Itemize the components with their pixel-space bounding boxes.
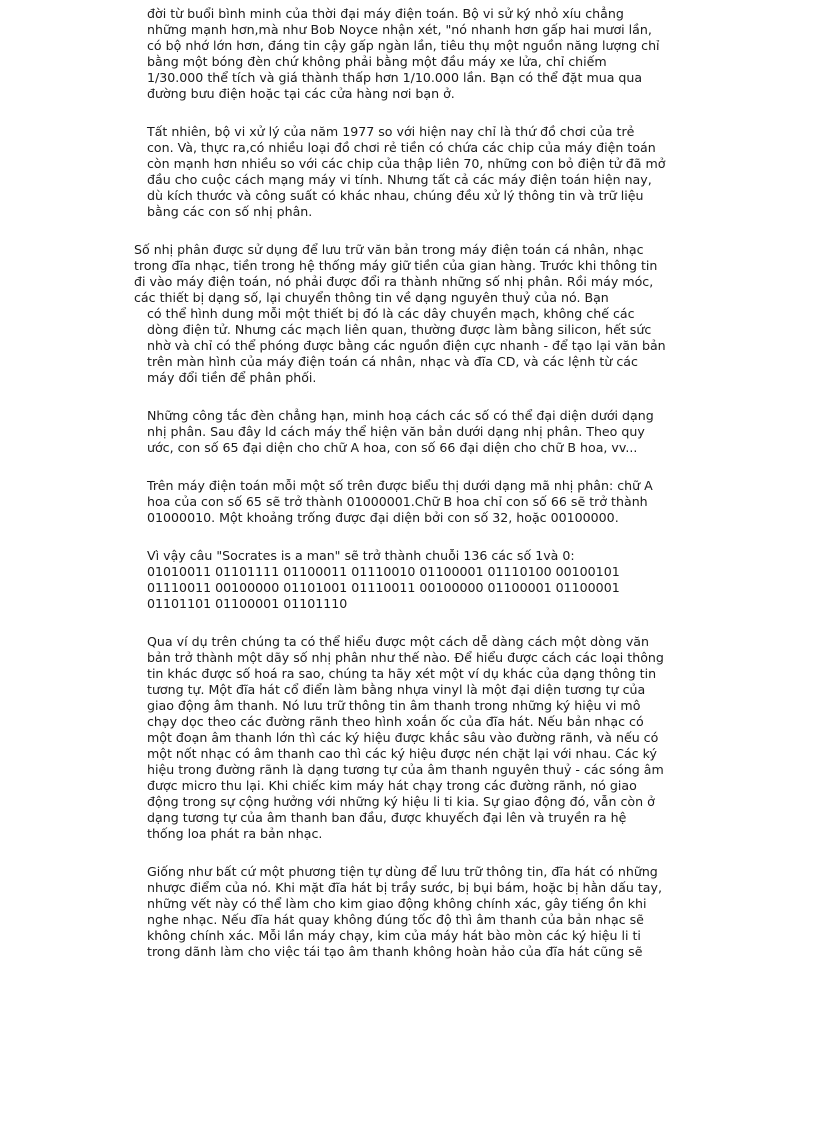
text-line: Số nhị phân được sử dụng để lưu trữ văn bản trong máy điện toán cá nhân, nhạc [134,242,644,257]
text-line: trong dãnh làm cho việc tái tạo âm thanh không hoàn hảo của đĩa hát cũng sẽ [147,944,643,959]
text-line: một đoạn âm thanh lớn thì các ký hiệu được khắc sâu vào đường rãnh, và nếu có [147,730,659,745]
text-line: chạy dọc theo các đường rãnh theo hình xoắn ốc của đĩa hát. Nếu bản nhạc có [147,714,644,729]
text-line: Qua ví dụ trên chúng ta có thể hiểu được một cách dễ dàng cách một dòng văn [147,634,649,649]
text-line: 01000010. Một khoảng trống được đại diện bởi con số 32, hoặc 00100000. [147,510,619,525]
text-line: máy đổi tiền để phân phối. [147,370,317,385]
text-line: các thiết bị dạng số, lại chuyển thông tin về dạng nguyên thuỷ của nó. Bạn [134,290,609,305]
text-line: 01101101 01100001 01101110 [147,596,348,611]
text-line: Trên máy điện toán mỗi một số trên được biểu thị dưới dạng mã nhị phân: chữ A [147,478,653,493]
text-line: bằng các con số nhị phân. [147,204,313,219]
text-line: đời từ buổi bình minh của thời đại máy điện toán. Bộ vi sử ký nhỏ xíu chẳng [147,6,624,21]
text-line: được micro thu lại. Khi chiếc kim máy hát chạy trong các đường rãnh, nó giao [147,778,637,793]
text-line: trên màn hình của máy điện toán cá nhân, nhạc và đĩa CD, và các lệnh từ các [147,354,638,369]
text-line: 01110011 00100000 01101001 01110011 00100000 01100001 01100001 [147,580,620,595]
text-line: đường bưu điện hoặc tại các cửa hàng nơi bạn ở. [147,86,455,101]
text-line: bản trở thành một dãy số nhị phân như thế nào. Để hiểu được cách các loại thông [147,650,664,665]
text-line: con. Và, thực ra,có nhiều loại đồ chơi rẻ tiền có chứa các chip của máy điện toán [147,140,656,155]
text-line: thống loa phát ra bản nhạc. [147,826,323,841]
text-line: 1/30.000 thể tích và giá thành thấp hơn 1/10.000 lần. Bạn có thể đặt mua qua [147,70,643,85]
text-line: dòng điện tử. Nhưng các mạch liên quan, thường được làm bằng silicon, hết sức [147,322,652,337]
text-line: giao động âm thanh. Nó lưu trữ thông tin âm thanh trong những ký hiệu vi mô [147,698,641,713]
text-line: bằng một bóng đèn chứ không phải bằng một đầu máy xe lửa, chỉ chiếm [147,54,607,69]
text-line: có thể hình dung mỗi một thiết bị đó là các dây chuyền mạch, không chế các [147,306,635,321]
text-line: có bộ nhớ lớn hơn, đáng tin cậy gấp ngàn lần, tiêu thụ một nguồn năng lượng chỉ [147,38,660,53]
text-line: tương tự. Một đĩa hát cổ điển làm bằng nhựa vinyl là một đại diện tương tự của [147,682,646,697]
text-line: một nốt nhạc có âm thanh cao thì các ký hiệu được nén chặt lại với nhau. Các ký [147,746,657,761]
text-line: Tất nhiên, bộ vi xử lý của năm 1977 so với hiện nay chỉ là thứ đồ chơi của trẻ [147,124,635,139]
text-line: hiệu trong đường rãnh là dạng tương tự của âm thanh nguyên thuỷ - các sóng âm [147,762,664,777]
text-line: nghe nhạc. Nếu đĩa hát quay không đúng tốc độ thì âm thanh của bản nhạc sẽ [147,912,644,927]
text-line: nhờ và chỉ có thể phóng được bằng các nguồn điện cực nhanh - để tạo lại văn bản [147,338,666,353]
text-line: Vì vậy câu "Socrates is a man" sẽ trở thành chuỗi 136 các số 1và 0: [147,548,575,563]
text-line: đi vào máy điện toán, nó phải được đổi ra thành những số nhị phân. Rồi máy móc, [134,274,654,289]
text-line: ước, con số 65 đại diện cho chữ A hoa, con số 66 đại diện cho chữ B hoa, vv... [147,440,638,455]
text-line: động trong sự cộng hưởng với những ký hiệu li ti kia. Sự giao động đó, vẫn còn ở [147,794,655,809]
text-line: Giống như bất cứ một phương tiện tự dùng để lưu trữ thông tin, đĩa hát có những [147,864,658,879]
text-line: dù kích thước và công suất có khác nhau, chúng đều xử lý thông tin và trữ liệu [147,188,644,203]
text-line: hoa của con số 65 sẽ trở thành 01000001.Chữ B hoa chỉ con số 66 sẽ trở thành [147,494,648,509]
text-line: đầu cho cuộc cách mạng máy vi tính. Nhưng tất cả các máy điện toán hiện nay, [147,172,652,187]
text-line: dạng tương tự của âm thanh ban đầu, được khuyếch đại lên và truyền ra hệ [147,810,627,825]
text-line: nhị phân. Sau đây ld cách máy thể hiện văn bản dưới dạng nhị phân. Theo quy [147,424,645,439]
text-line: trong đĩa nhạc, tiền trong hệ thống máy giữ tiền của gian hàng. Trước khi thông tin [134,258,658,273]
text-line: 01010011 01101111 01100011 01110010 01100001 01110100 00100101 [147,564,620,579]
text-line: những vết này có thể làm cho kim giao động không chính xác, gây tiếng ồn khi [147,896,647,911]
text-line: còn mạnh hơn nhiều so với các chip của thập liên 70, những con bỏ điện tử đã mở [147,156,666,171]
text-line: không chính xác. Mỗi lần máy chạy, kim của máy hát bào mòn các ký hiệu li ti [147,928,641,943]
text-line: nhược điểm của nó. Khi mặt đĩa hát bị trầy sước, bị bụi bám, hoặc bị hằn dấu tay, [147,880,662,895]
text-line: tin khác được số hoá ra sao, chúng ta hãy xét một ví dụ khác của dạng thông tin [147,666,657,681]
text-line: những mạnh hơn,mà như Bob Noyce nhận xét, "nó nhanh hơn gấp hai mươi lần, [147,22,652,37]
text-line: Những công tắc đèn chẳng hạn, minh hoạ cách các số có thể đại diện dưới dạng [147,408,654,423]
